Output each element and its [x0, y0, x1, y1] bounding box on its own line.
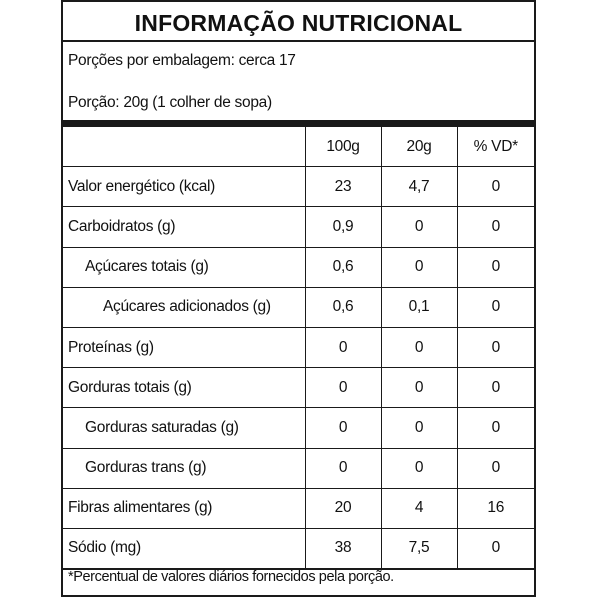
nutrient-name: Açúcares totais (g)	[63, 247, 305, 287]
value-100g: 0	[305, 327, 381, 367]
value-100g: 23	[305, 167, 381, 207]
table-row	[63, 247, 534, 287]
value-vd: 0	[457, 528, 534, 569]
table-row	[63, 207, 534, 247]
value-portion: 0,1	[381, 287, 457, 327]
header-cell-portion: 20g	[381, 127, 457, 167]
nutrient-name: Proteínas (g)	[63, 327, 305, 367]
value-100g: 38	[305, 528, 381, 569]
value-100g: 0	[305, 448, 381, 488]
table-row	[63, 287, 534, 327]
value-portion: 0	[381, 247, 457, 287]
servings-per-package: Porções por embalagem: cerca 17	[68, 52, 296, 69]
value-vd: 16	[457, 488, 534, 528]
value-100g: 20	[305, 488, 381, 528]
value-portion: 0	[381, 448, 457, 488]
value-vd: 0	[457, 287, 534, 327]
value-vd: 0	[457, 327, 534, 367]
value-portion: 4,7	[381, 167, 457, 207]
nutrient-name: Açúcares adicionados (g)	[63, 287, 305, 327]
value-100g: 0	[305, 368, 381, 408]
table-row	[63, 368, 534, 408]
serving-size: Porção: 20g (1 colher de sopa)	[68, 94, 272, 111]
value-portion: 7,5	[381, 528, 457, 569]
table-row	[63, 167, 534, 207]
value-portion: 4	[381, 488, 457, 528]
header-cell-100g: 100g	[305, 127, 381, 167]
value-100g: 0,9	[305, 207, 381, 247]
nutrient-name: Valor energético (kcal)	[63, 167, 305, 207]
nutrient-name: Sódio (mg)	[63, 528, 305, 569]
label-title: INFORMAÇÃO NUTRICIONAL	[63, 2, 534, 42]
table-header-row	[63, 127, 534, 167]
header-cell-vd: % VD*	[457, 127, 534, 167]
value-vd: 0	[457, 448, 534, 488]
value-portion: 0	[381, 408, 457, 448]
table-row	[63, 408, 534, 448]
nutrient-name: Gorduras trans (g)	[63, 448, 305, 488]
value-portion: 0	[381, 207, 457, 247]
value-portion: 0	[381, 327, 457, 367]
value-100g: 0	[305, 408, 381, 448]
nutrient-name: Fibras alimentares (g)	[63, 488, 305, 528]
value-vd: 0	[457, 368, 534, 408]
table-row	[63, 488, 534, 528]
table-row	[63, 327, 534, 367]
table-row	[63, 528, 534, 569]
thick-divider	[63, 120, 534, 127]
value-100g: 0,6	[305, 247, 381, 287]
value-portion: 0	[381, 368, 457, 408]
value-vd: 0	[457, 408, 534, 448]
nutrient-name: Gorduras saturadas (g)	[63, 408, 305, 448]
value-vd: 0	[457, 167, 534, 207]
footnote: *Percentual de valores diários fornecidos pela porção.	[68, 569, 394, 585]
value-vd: 0	[457, 207, 534, 247]
nutrient-name: Carboidratos (g)	[63, 207, 305, 247]
value-100g: 0,6	[305, 287, 381, 327]
nutrition-table	[63, 127, 534, 570]
value-vd: 0	[457, 247, 534, 287]
table-row	[63, 448, 534, 488]
header-cell-name	[63, 127, 305, 167]
nutrient-name: Gorduras totais (g)	[63, 368, 305, 408]
nutrition-facts-label	[61, 0, 536, 597]
